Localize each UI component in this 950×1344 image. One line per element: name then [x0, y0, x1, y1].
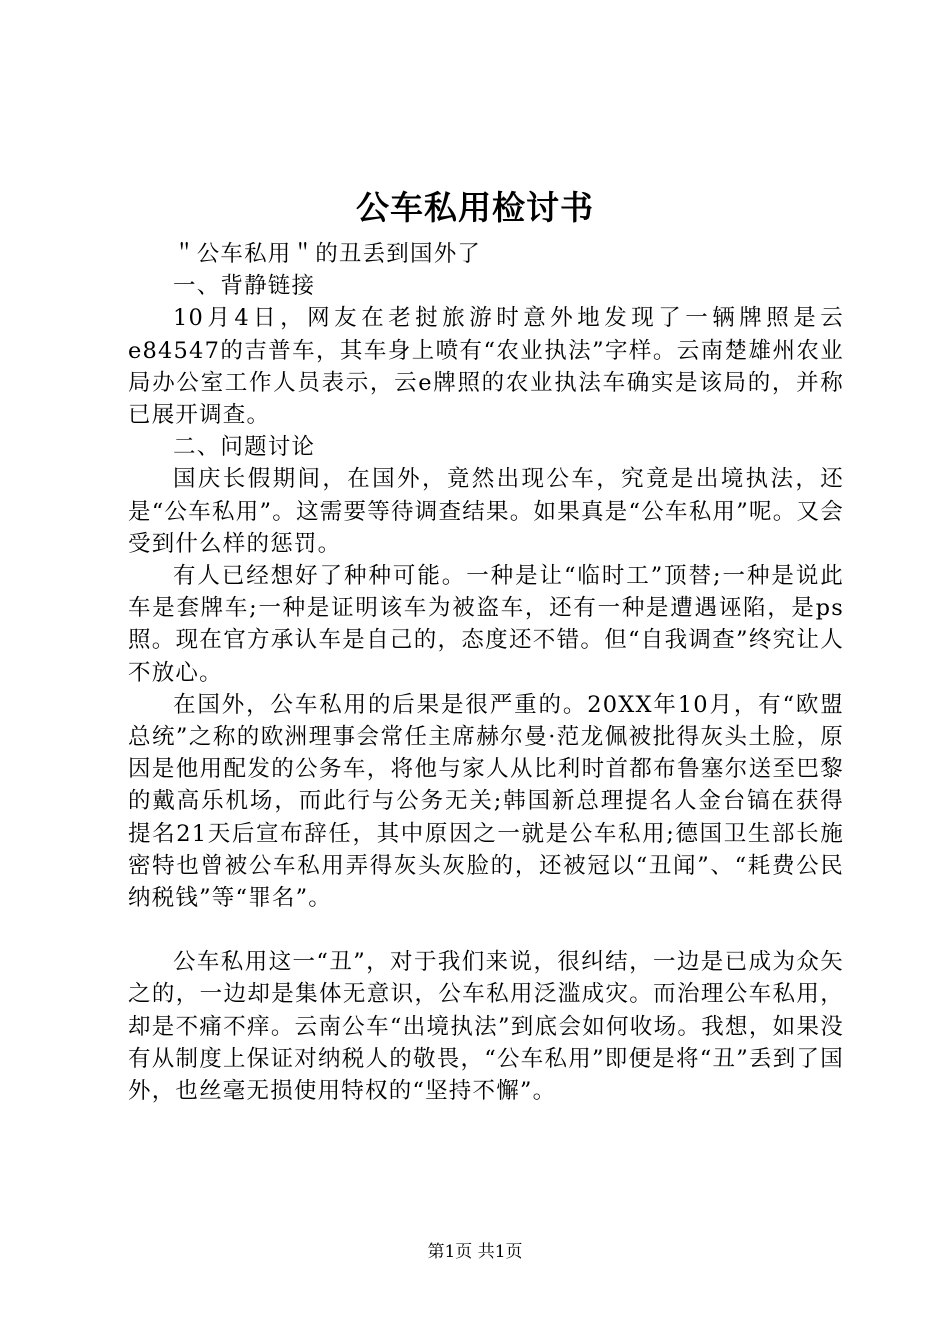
section-heading-background: 一、背静链接	[173, 273, 316, 300]
section-heading-discussion: 二、问题讨论	[173, 434, 316, 461]
page-number-footer: 第1页 共1页	[427, 1242, 523, 1262]
conclusion-paragraph: 公车私用这一“丑”，对于我们来说，很纠结，一边是已成为众矢之的，一边却是集体无意识，公车私用泛滥成灾。而治理公车私用，却是不痛不痒。云南公车“出境执法”到底会如何收场。我想，如果没有从制度上保证对纳税人的敬畏，“公车私用”即便是将“丑”丢到了国外，也丝毫无损使用特权的“坚持不懈”。	[128, 949, 844, 1105]
document-body	[128, 238, 844, 1107]
discussion-paragraph-3: 在国外，公车私用的后果是很严重的。20XX年10月，有“欧盟总统”之称的欧洲理事会常任主席赫尔曼·范龙佩被批得灰头土脸，原因是他用配发的公务车，将他与家人从比利时首都布鲁塞尔送至巴黎的戴高乐机场，而此行与公务无关;韩国新总理提名人金台镐在获得提名21天后宣布辞任，其中原因之一就是公车私用;德国卫生部长施密特也曾被公车私用弄得灰头灰脸的，还被冠以“丑闻”、“耗费公民纳税钱”等“罪名”。	[128, 691, 844, 912]
background-paragraph: 10月4日，网友在老挝旅游时意外地发现了一辆牌照是云e84547的吉普车，其车身上喷有“农业执法”字样。云南楚雄州农业局办公室工作人员表示，云e牌照的农业执法车确实是该局的，并称已展开调查。	[128, 305, 844, 429]
document-title: 公车私用检讨书	[356, 188, 594, 227]
discussion-paragraph-2: 有人已经想好了种种可能。一种是让“临时工”顶替;一种是说此车是套牌车;一种是证明该车为被盗车，还有一种是遭遇诬陷，是ps照。现在官方承认车是自己的，态度还不错。但“自我调查”终究让人不放心。	[128, 563, 844, 686]
subtitle-paragraph: ＂公车私用＂的丑丢到国外了	[173, 241, 482, 267]
discussion-paragraph-1: 国庆长假期间，在国外，竟然出现公车，究竟是出境执法，还是“公车私用”。这需要等待调查结果。如果真是“公车私用”呢。又会受到什么样的惩罚。	[128, 466, 844, 557]
